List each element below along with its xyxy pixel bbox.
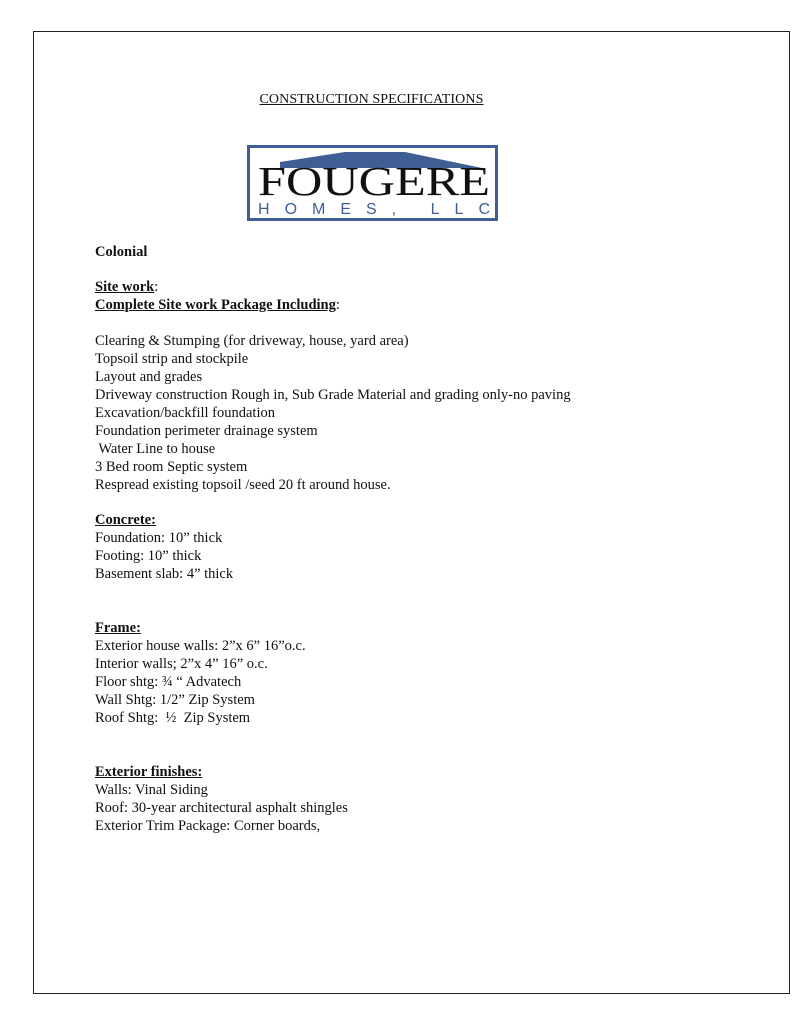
site-work-subheading: Complete Site work Package Including [95,297,336,313]
site-work-item: 3 Bed room Septic system [95,459,248,475]
site-work-heading: Site work [95,279,155,295]
concrete-heading: Concrete [95,512,152,528]
site-work-item: Topsoil strip and stockpile [95,351,249,367]
site-work-item: Respread existing topsoil /seed 20 ft around house. [95,477,391,493]
concrete-section: Concrete: Foundation: 10” thick Footing: 10” thick Basement slab: 4” thick [95,512,234,582]
exterior-finishes-heading: Exterior finishes [95,764,198,780]
logo-line2: HOMES, LLC [258,201,490,218]
exterior-item: Roof: 30-year architectural asphalt shingles [95,800,348,816]
site-work-section: Site work: Complete Site work Package Including: Clearing & Stumping (for driveway, house, yard area) Topsoil strip and stockpile Layout and grades Driveway construction Rough in, Sub Grade Material and grading only-no paving Excavation/backfill foundation Foundation perimeter drainage system Water Line to house 3 Bed room Septic system Respread existing topsoil /seed 20 ft around house. [95,279,571,493]
model-name-block [95,243,147,261]
concrete-item: Footing: 10” thick [95,548,202,564]
site-work-item: Foundation perimeter drainage system [95,423,318,439]
frame-item: Exterior house walls: 2”x 6” 16”o.c. [95,638,306,654]
document-title: CONSTRUCTION SPECIFICATIONS [259,92,484,107]
exterior-finishes-section: Exterior finishes: Walls: Vinal Siding Roof: 30-year architectural asphalt shingles Exterior Trim Package: Corner boards, [95,764,348,834]
exterior-item: Exterior Trim Package: Corner boards, [95,818,321,834]
concrete-item: Basement slab: 4” thick [95,566,234,582]
logo-line1: FOUGERE [258,158,490,204]
company-logo [247,145,498,221]
model-name: Colonial [95,244,148,260]
frame-section: Frame: Exterior house walls: 2”x 6” 16”o.c. Interior walls; 2”x 4” 16” o.c. Floor shtg: ¾ “ Advatech Wall Shtg: 1/2” Zip System Roof Shtg: ½ Zip System [95,620,306,726]
site-work-item: Excavation/backfill foundation [95,405,275,421]
frame-item: Interior walls; 2”x 4” 16” o.c. [95,656,268,672]
frame-item: Floor shtg: ¾ “ Advatech [95,674,242,690]
exterior-item: Walls: Vinal Siding [95,782,208,798]
site-work-item: Layout and grades [95,369,203,385]
site-work-item: Clearing & Stumping (for driveway, house, yard area) [95,333,409,349]
frame-item: Roof Shtg: ½ Zip System [95,710,251,726]
site-work-item: Driveway construction Rough in, Sub Grade Material and grading only-no paving [95,387,571,403]
frame-item: Wall Shtg: 1/2” Zip System [95,692,255,708]
site-work-item: Water Line to house [95,441,216,457]
concrete-item: Foundation: 10” thick [95,530,223,546]
frame-heading: Frame [95,620,137,636]
